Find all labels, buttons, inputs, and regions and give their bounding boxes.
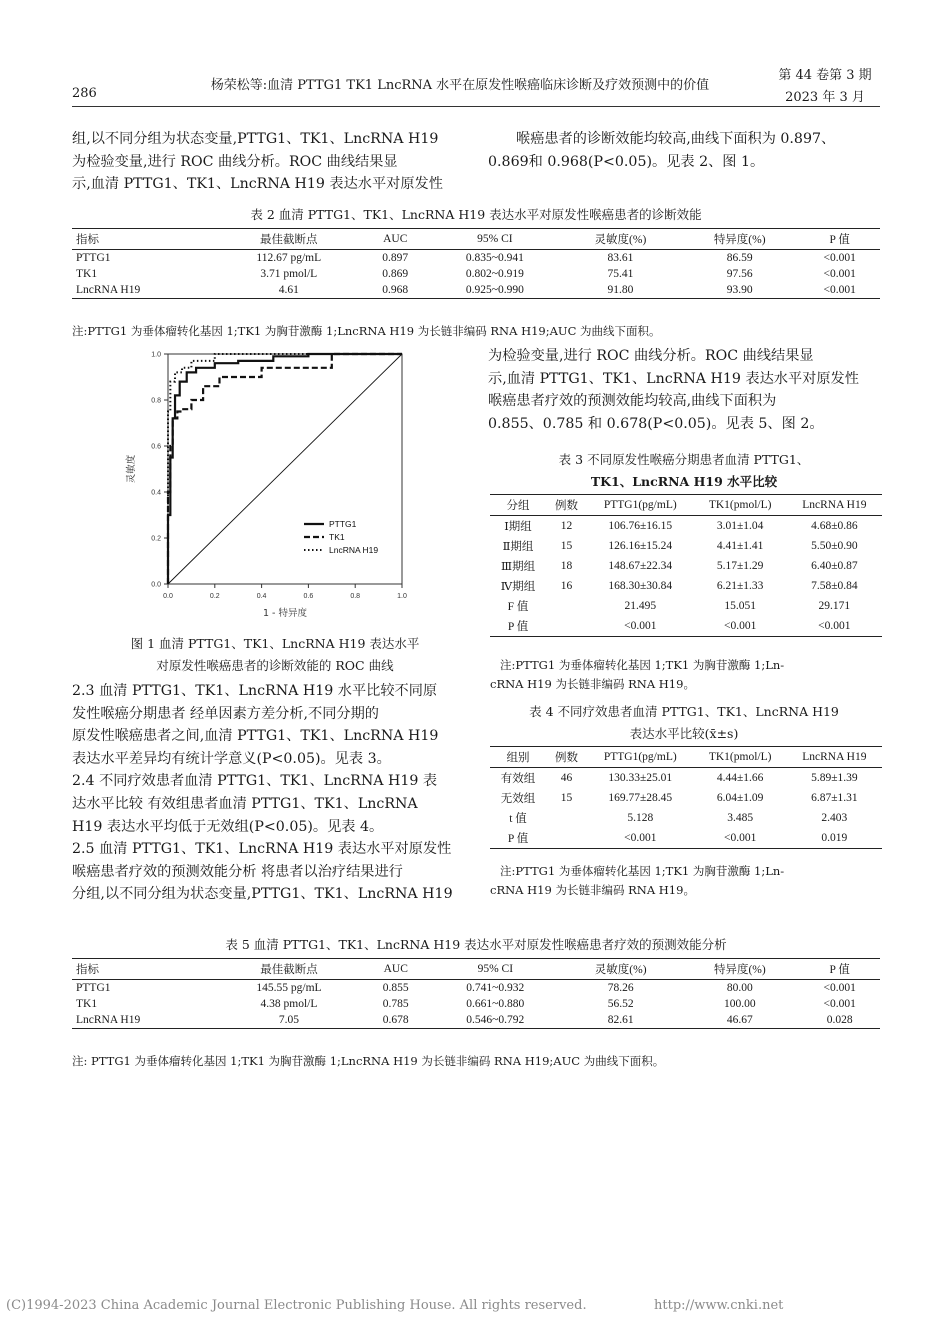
table-cell: 15 — [560, 540, 573, 552]
table-row — [72, 250, 880, 267]
x-tick-label: 0.0 — [163, 593, 173, 600]
table-row — [490, 828, 882, 849]
table-5 — [72, 958, 880, 1029]
table-cell: 75.41 — [607, 268, 634, 280]
table-header-row — [72, 959, 880, 980]
table-2 — [72, 228, 880, 299]
table-cell: 4.41±1.41 — [716, 540, 764, 552]
table-cell: 168.30±30.84 — [608, 580, 673, 592]
table-cell: PTTG1 — [76, 252, 111, 264]
table-cell: 100.00 — [724, 998, 756, 1010]
table-row — [72, 266, 880, 282]
y-tick-label: 0.2 — [151, 535, 161, 543]
column-header: AUC — [362, 959, 430, 980]
table5-note: 注: PTTG1 为垂体瘤转化基因 1;TK1 为胸苷激酶 1;LncRNA H19 为长链非编码 RNA H19;AUC 为曲线下面积。 — [72, 1054, 665, 1068]
note-line: 注:PTTG1 为垂体瘤转化基因 1;TK1 为胸苷激酶 1;Ln- — [500, 658, 785, 672]
table-cell: 6.87±1.31 — [811, 792, 858, 804]
y-tick-label: 0.6 — [151, 443, 161, 451]
table-cell: 97.56 — [726, 268, 753, 280]
table-cell: 93.90 — [680, 282, 799, 299]
journal-date: 2023 年 3 月 — [785, 90, 865, 105]
table-row — [72, 980, 880, 997]
table-cell: Ⅱ期组 — [502, 541, 534, 553]
column-header: 分组 — [490, 495, 546, 516]
table-cell: t 值 — [509, 813, 527, 825]
table-cell: <0.001 — [799, 282, 880, 299]
table-cell: 82.61 — [561, 1012, 680, 1029]
text-line: 喉癌患者疗效的预测效能分析 将患者以治疗结果进行 — [72, 863, 403, 880]
table-cell: PTTG1 — [76, 982, 111, 994]
text-line: 喉癌患者的诊断效能均较高,曲线下面积为 0.897、 — [516, 131, 836, 147]
table-cell: 0.028 — [799, 1012, 880, 1029]
table-header-row — [72, 229, 880, 250]
table5-caption: 表 5 血清 PTTG1、TK1、LncRNA H19 表达水平对原发性喉癌患者疗效的预测效能分析 — [225, 937, 727, 952]
table-cell: 21.495 — [624, 600, 657, 612]
column-header: 例数 — [546, 747, 587, 768]
table-cell — [546, 596, 587, 616]
table-cell: LncRNA H19 — [72, 282, 216, 299]
text-line: 表达水平差异均有统计学意义(P<0.05)。见表 3。 — [72, 750, 391, 767]
table-cell: 6.04±1.09 — [716, 792, 764, 804]
table-cell: 56.52 — [607, 998, 634, 1010]
table-cell: <0.001 — [787, 616, 882, 637]
table-4 — [490, 746, 882, 849]
section-2-3 — [72, 680, 467, 906]
column-header: 特异度(%) — [680, 959, 799, 980]
y-tick-label: 0.0 — [151, 581, 161, 589]
table-cell: <0.001 — [823, 268, 856, 280]
table-cell: 4.61 — [216, 282, 361, 299]
table2-caption: 表 2 血清 PTTG1、TK1、LncRNA H19 表达水平对原发性喉癌患者的诊断效能 — [250, 207, 702, 222]
table-row — [490, 788, 882, 808]
table-cell: 0.661~0.880 — [466, 998, 525, 1010]
table3-caption-line1: 表 3 不同原发性喉癌分期患者血清 PTTG1、 — [558, 452, 810, 467]
table-cell: 91.80 — [561, 282, 680, 299]
table-row — [490, 516, 882, 537]
text-line: 0.869和 0.968(P<0.05)。见表 2、图 1。 — [488, 153, 765, 170]
table-cell: 29.171 — [818, 600, 851, 612]
table-cell: 4.38 pmol/L — [260, 998, 318, 1010]
text-line: 原发性喉癌患者之间,血清 PTTG1、TK1、LncRNA H19 — [72, 728, 439, 745]
table-cell: F 值 — [507, 601, 529, 613]
table-row — [490, 536, 882, 556]
column-header: P 值 — [799, 229, 880, 250]
table-cell — [546, 808, 587, 828]
table-cell: LncRNA H19 — [72, 1012, 216, 1029]
text-line: H19 表达水平均低于无效组(P<0.05)。见表 4。 — [72, 818, 384, 835]
text-line: 分组,以不同分组为状态变量,PTTG1、TK1、LncRNA H19 — [72, 886, 453, 903]
table-cell: <0.001 — [694, 616, 787, 637]
running-title: 杨荣松等:血清 PTTG1 TK1 LncRNA 水平在原发性喉癌临床诊断及疗效预测中的价值 — [210, 78, 710, 93]
table-cell: TK1 — [76, 268, 98, 280]
text-line: 2.5 血清 PTTG1、TK1、LncRNA H19 表达水平对原发性 — [72, 841, 452, 858]
column-header: 例数 — [546, 495, 587, 516]
column-header: 灵敏度(%) — [561, 959, 680, 980]
figure1-caption-line1: 图 1 血清 PTTG1、TK1、LncRNA H19 表达水平 — [130, 636, 420, 651]
page-number: 286 — [72, 86, 97, 101]
column-header: P 值 — [799, 959, 880, 980]
text-line: 0.855、0.785 和 0.678(P<0.05)。见表 5、图 2。 — [488, 415, 824, 432]
cnki-url[interactable]: http://www.cnki.net — [654, 1298, 784, 1313]
column-header: 指标 — [72, 229, 216, 250]
column-header: 最佳截断点 — [216, 959, 362, 980]
table-row — [490, 616, 882, 637]
text-line: 达水平比较 有效组患者血清 PTTG1、TK1、LncRNA — [72, 795, 418, 812]
table-cell: 0.802~0.919 — [465, 268, 524, 280]
column-header: LncRNA H19 — [787, 495, 882, 516]
text-line: 组,以不同分组为状态变量,PTTG1、TK1、LncRNA H19 — [72, 131, 439, 147]
column-header: TK1(pmol/L) — [694, 747, 787, 768]
table-header-row — [490, 495, 882, 516]
table-cell: 16 — [560, 580, 573, 592]
text-line: 示,血清 PTTG1、TK1、LncRNA H19 表达水平对原发性 — [488, 370, 859, 387]
table-cell: 130.33±25.01 — [608, 772, 673, 784]
table-cell: 0.897 — [382, 252, 409, 264]
table-cell: 7.58±0.84 — [811, 580, 858, 592]
table3-note — [490, 656, 880, 694]
table-cell: 0.968 — [361, 282, 429, 299]
table-cell: 6.21±1.33 — [716, 580, 764, 592]
table-cell: 86.59 — [726, 252, 753, 264]
y-tick-label: 1.0 — [151, 351, 161, 359]
table-cell: 7.05 — [216, 1012, 362, 1029]
table-cell: P 值 — [490, 616, 546, 637]
table-cell: <0.001 — [823, 982, 856, 994]
table-row — [72, 1012, 880, 1029]
table-cell: 有效组 — [500, 773, 536, 785]
legend-label: PTTG1 — [329, 519, 357, 529]
table-cell: 126.16±15.24 — [608, 540, 673, 552]
table-cell: 169.77±28.45 — [608, 792, 673, 804]
note-line: cRNA H19 为长链非编码 RNA H19。 — [490, 883, 695, 897]
column-header: 特异度(%) — [680, 229, 799, 250]
copyright-footer: (C)1994-2023 China Academic Journal Electronic Publishing House. All rights reserved. — [6, 1298, 587, 1313]
table-cell: 15.051 — [724, 600, 756, 612]
y-axis-label: 灵敏度 — [126, 454, 137, 484]
column-header: AUC — [361, 229, 429, 250]
paragraph-left-top — [72, 128, 467, 196]
column-header: 灵敏度(%) — [561, 229, 680, 250]
header-rule — [72, 106, 880, 107]
table-cell: <0.001 — [694, 828, 787, 849]
table-row — [490, 576, 882, 596]
paragraph-right-top — [488, 128, 880, 173]
table-cell: 112.67 pg/mL — [256, 252, 322, 264]
table-cell: 3.01±1.04 — [716, 520, 764, 532]
legend-label: LncRNA H19 — [329, 545, 379, 555]
table-header-row — [490, 747, 882, 768]
figure1-caption-line2: 对原发性喉癌患者的诊断效能的 ROC 曲线 — [156, 658, 394, 673]
paragraph-right-mid — [488, 345, 880, 435]
table-cell: 5.89±1.39 — [811, 772, 858, 784]
table-cell: TK1 — [76, 998, 98, 1010]
table-cell: 46.67 — [680, 1012, 799, 1029]
table-cell: <0.001 — [587, 616, 694, 637]
table-row — [490, 556, 882, 576]
text-line: 2.3 血清 PTTG1、TK1、LncRNA H19 水平比较不同原 — [72, 683, 438, 699]
note-line: cRNA H19 为长链非编码 RNA H19。 — [490, 677, 695, 691]
table-cell: Ⅲ期组 — [500, 561, 536, 573]
table-cell: 145.55 pg/mL — [256, 982, 322, 994]
column-header: PTTG1(pg/mL) — [587, 495, 694, 516]
column-header: LncRNA H19 — [787, 747, 882, 768]
table-cell: 18 — [560, 560, 573, 572]
table-row — [490, 596, 882, 616]
table-cell: 78.26 — [607, 982, 634, 994]
table-cell: 0.925~0.990 — [429, 282, 561, 299]
table-cell: 0.869 — [382, 268, 409, 280]
table-cell — [546, 616, 587, 637]
table-cell: 6.40±0.87 — [811, 560, 858, 572]
text-line: 示,血清 PTTG1、TK1、LncRNA H19 表达水平对原发性 — [72, 176, 443, 193]
table-cell: 0.785 — [382, 998, 409, 1010]
table-cell: 4.44±1.66 — [716, 772, 764, 784]
column-header: 最佳截断点 — [216, 229, 361, 250]
y-tick-label: 0.8 — [151, 397, 161, 405]
table-row — [72, 282, 880, 299]
note-line: 注:PTTG1 为垂体瘤转化基因 1;TK1 为胸苷激酶 1;Ln- — [500, 864, 785, 878]
table-cell: P 值 — [490, 828, 546, 849]
x-axis-label: 1 - 特异度 — [262, 608, 308, 619]
column-header: 组别 — [490, 747, 546, 768]
text-line: 为检验变量,进行 ROC 曲线分析。ROC 曲线结果显 — [488, 348, 814, 364]
table-cell: 0.019 — [787, 828, 882, 849]
figure-1 — [118, 346, 418, 624]
table-cell: 5.128 — [627, 812, 654, 824]
table-cell: 0.855 — [382, 982, 409, 994]
table-row — [490, 768, 882, 789]
column-header: 指标 — [72, 959, 216, 980]
column-header: PTTG1(pg/mL) — [587, 747, 694, 768]
column-header: TK1(pmol/L) — [694, 495, 787, 516]
x-tick-label: 0.2 — [209, 593, 220, 600]
table2-note: 注:PTTG1 为垂体瘤转化基因 1;TK1 为胸苷激酶 1;LncRNA H19 为长链非编码 RNA H19;AUC 为曲线下面积。 — [72, 324, 661, 338]
table-cell: Ⅳ期组 — [500, 581, 536, 593]
table-cell: Ⅰ期组 — [504, 521, 532, 533]
table-cell: <0.001 — [823, 252, 856, 264]
table-cell: 3.485 — [727, 812, 754, 824]
table-cell: 5.17±1.29 — [716, 560, 764, 572]
roc-chart — [118, 346, 418, 624]
table-cell: 106.76±16.15 — [608, 520, 673, 532]
table-cell: 80.00 — [726, 982, 753, 994]
column-header: 95% CI — [429, 229, 561, 250]
table4-note — [490, 862, 880, 900]
table-cell: 2.403 — [821, 812, 848, 824]
table-cell: 无效组 — [500, 793, 536, 805]
text-line: 发性喉癌分期患者 经单因素方差分析,不同分期的 — [72, 705, 379, 722]
table-cell: 3.71 pmol/L — [260, 268, 318, 280]
y-tick-label: 0.4 — [151, 489, 161, 497]
x-tick-label: 0.6 — [303, 593, 314, 600]
legend-label: TK1 — [329, 532, 345, 542]
table-3 — [490, 494, 882, 637]
table-cell: 15 — [560, 792, 573, 804]
table-row — [490, 808, 882, 828]
x-tick-label: 1.0 — [397, 593, 407, 600]
text-line: 2.4 不同疗效患者血清 PTTG1、TK1、LncRNA H19 表 — [72, 773, 438, 790]
x-tick-label: 0.8 — [350, 593, 361, 600]
table-cell: 0.741~0.932 — [466, 982, 525, 994]
x-tick-label: 0.4 — [256, 593, 267, 600]
table-row — [72, 996, 880, 1012]
table-cell: 148.67±22.34 — [608, 560, 673, 572]
table-cell: 83.61 — [607, 252, 634, 264]
table3-caption-line2: TK1、LncRNA H19 水平比较 — [590, 474, 778, 489]
table-cell: 4.68±0.86 — [811, 520, 858, 532]
table-cell: 0.835~0.941 — [465, 252, 524, 264]
table4-caption-line2: 表达水平比较(x̄±s) — [629, 726, 739, 741]
table-cell — [546, 828, 587, 849]
table-cell: 0.678 — [362, 1012, 430, 1029]
table4-caption-line1: 表 4 不同疗效患者血清 PTTG1、TK1、LncRNA H19 — [529, 704, 839, 719]
journal-volume: 第 44 卷第 3 期 — [778, 68, 872, 83]
table-cell: <0.001 — [823, 998, 856, 1010]
table-cell: 46 — [560, 772, 573, 784]
table-cell: 12 — [560, 520, 573, 532]
table-cell: <0.001 — [587, 828, 694, 849]
column-header: 95% CI — [430, 959, 562, 980]
table-cell: 5.50±0.90 — [811, 540, 858, 552]
text-line: 喉癌患者疗效的预测效能均较高,曲线下面积为 — [488, 393, 777, 410]
table-cell: 0.546~0.792 — [430, 1012, 562, 1029]
text-line: 为检验变量,进行 ROC 曲线分析。ROC 曲线结果显 — [72, 153, 398, 170]
